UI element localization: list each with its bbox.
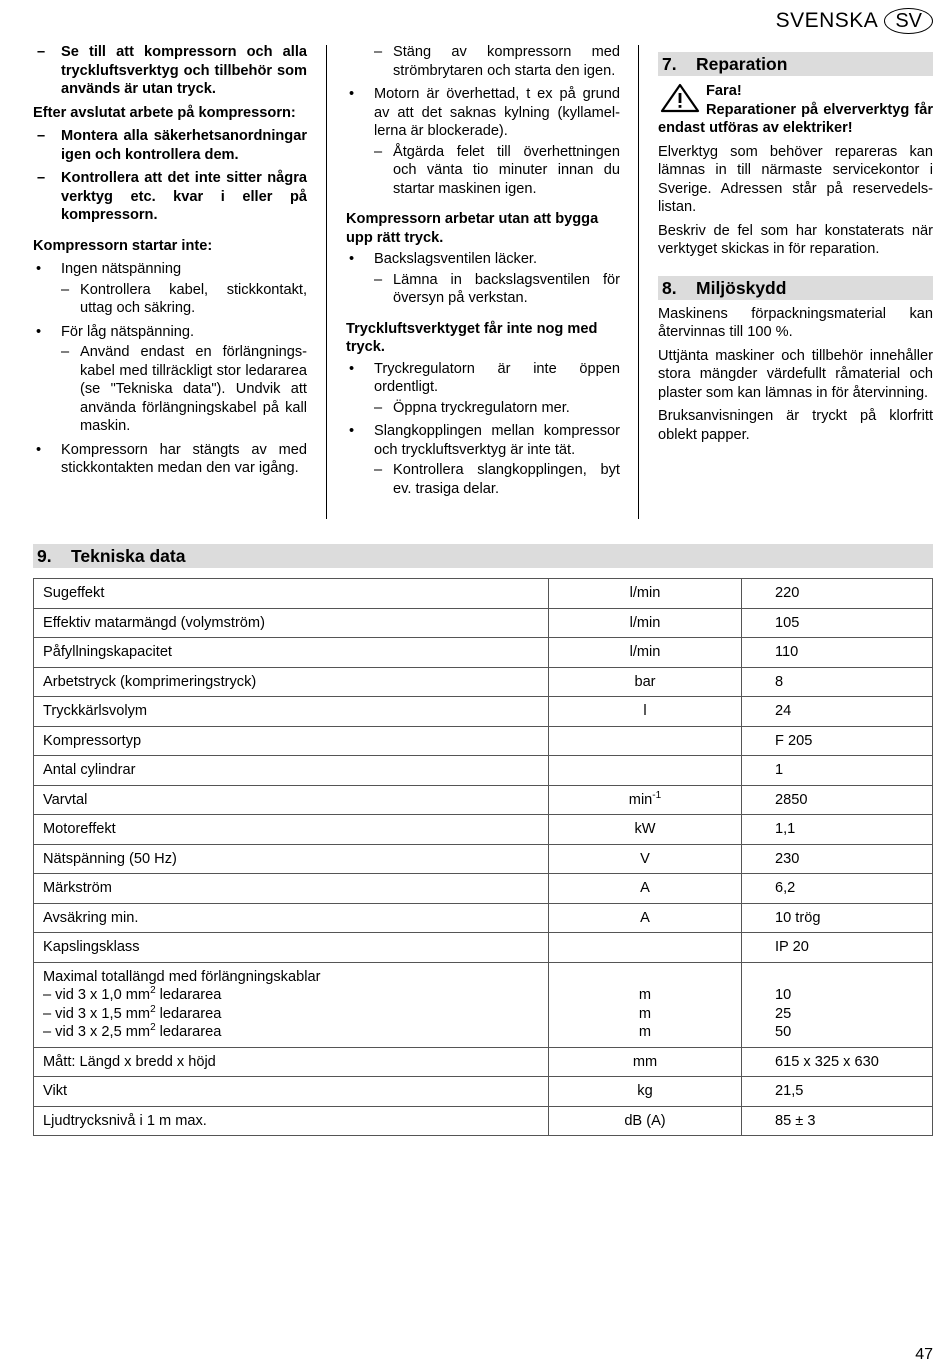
bullet-item: • Ingen nätspänning: [33, 260, 307, 279]
sub-item: – Stäng av kompressorn med strömbrytaren och starta den igen.: [346, 43, 620, 80]
subheading: Kompressorn startar inte:: [33, 237, 213, 254]
section-title: Miljöskydd: [696, 277, 787, 298]
paragraph: Bruksanvisningen är tryckt på klorfritt oblekt papper.: [658, 408, 933, 443]
cable-suffix: ledararea: [155, 1005, 222, 1022]
section-heading-repair: [658, 52, 933, 76]
unit-exponent: -1: [652, 789, 662, 801]
spec-name: Tryckkärlsvolym: [34, 697, 549, 727]
section-title: Reparation: [696, 54, 788, 74]
spec-unit: [549, 962, 742, 1047]
spec-value: F 205: [742, 726, 933, 756]
cable-value: 10: [775, 987, 792, 1003]
column-2: [346, 43, 620, 498]
cable-unit: m: [638, 1005, 652, 1022]
bullet-item: • Slangkopplingen mellan kompressor och tryckluftsverktyg är inte tät.: [346, 422, 620, 459]
table-row: [34, 874, 933, 904]
spec-name: Antal cylindrar: [34, 756, 549, 786]
language-code-badge: SV: [884, 8, 933, 34]
table-row: [34, 933, 933, 963]
table-row: [34, 785, 933, 815]
page-number: 47: [915, 1346, 933, 1363]
spec-unit: [549, 933, 742, 963]
spec-unit: l/min: [549, 638, 742, 668]
spec-value: 220: [742, 579, 933, 609]
spec-value: 8: [742, 667, 933, 697]
table-row: [34, 667, 933, 697]
spec-unit: [549, 785, 742, 815]
spec-name: Effektiv matarmängd (volymström): [34, 608, 549, 638]
exponent: 2: [150, 1022, 156, 1033]
table-row: [34, 608, 933, 638]
paragraph: Beskriv de fel som har konstaterats när verktyget skickas in för reparation.: [658, 222, 933, 257]
spec-name: Ljudtrycksnivå i 1 m max.: [34, 1106, 549, 1136]
column-divider: [638, 45, 639, 519]
spec-unit: l/min: [549, 608, 742, 638]
spec-name: Arbetstryck (komprimeringstryck): [34, 667, 549, 697]
exponent: 2: [150, 1003, 156, 1015]
spec-unit: A: [549, 903, 742, 933]
table-row: [34, 726, 933, 756]
spec-name: Mått: Längd x bredd x höjd: [34, 1047, 549, 1077]
spec-unit: [549, 726, 742, 756]
section-heading-technical-data: [33, 544, 933, 568]
sub-item: – Öppna tryckregulatorn mer.: [346, 399, 620, 418]
bullet-item: • Backslagsventilen läcker.: [346, 250, 620, 269]
spec-name: Märkström: [34, 874, 549, 904]
spec-value: 6,2: [742, 874, 933, 904]
subheading: Kompressorn arbetar utan att bygga upp rätt tryck.: [346, 211, 599, 246]
spec-value: 110: [742, 638, 933, 668]
bullet-item: • Kompressorn har stängts av med stickkontakten medan den var igång.: [33, 441, 307, 478]
table-row: [34, 962, 933, 1047]
spec-name: Kompressortyp: [34, 726, 549, 756]
table-row: [34, 844, 933, 874]
list-item: – Se till att kompressorn och alla tryckluftsverktyg och tillbehör som används är utan tryck.: [33, 43, 307, 99]
spec-name: Sugeffekt: [34, 579, 549, 609]
sub-item: – Använd endast en förlängningskabel med tillräckligt stor ledararea (se "Tekniska data"). Undvik att använda förlängningskabel på kall maskin.: [33, 343, 307, 436]
warning-triangle-icon: [660, 83, 700, 113]
cable-title: Maximal totallängd med förlängningskablar: [43, 968, 321, 985]
spec-unit: l/min: [549, 579, 742, 609]
spec-name: Kapslingsklass: [34, 933, 549, 963]
section-number: 9.: [37, 546, 52, 566]
paragraph: Uttjänta maskiner och tillbehör innehåller stora mängder värdefullt råmaterial och plaster som kan lämnas in för återvinning.: [658, 347, 933, 401]
exponent: 2: [150, 985, 156, 996]
danger-title: Fara!: [706, 83, 742, 99]
bullet-item: • Motorn är överhettad, t ex på grund av att det saknas kylning (kyllamellerna är blockerade).: [346, 85, 620, 141]
spec-name: Varvtal: [34, 785, 549, 815]
danger-notice: [658, 82, 933, 101]
cable-unit: m: [638, 987, 652, 1003]
spec-value: 24: [742, 697, 933, 727]
spec-value: 230: [742, 844, 933, 874]
spec-name: Vikt: [34, 1077, 549, 1107]
cable-line: – vid 3 x 1,0 mm: [43, 987, 151, 1003]
cable-unit: m: [638, 1024, 652, 1040]
section-heading-environment: [658, 276, 933, 300]
technical-data-section: [33, 544, 933, 1136]
spec-name: Motoreffekt: [34, 815, 549, 845]
cable-line: – vid 3 x 1,5 mm: [43, 1005, 151, 1022]
spec-value: [742, 962, 933, 1047]
column-1: [33, 43, 307, 478]
language-name: SVENSKA: [775, 9, 879, 32]
spec-unit: [549, 756, 742, 786]
spec-unit: V: [549, 844, 742, 874]
cable-line: – vid 3 x 2,5 mm: [43, 1024, 151, 1040]
section-number: 7.: [662, 54, 677, 74]
table-row: [34, 697, 933, 727]
table-row: [34, 638, 933, 668]
cable-suffix: ledararea: [155, 987, 222, 1003]
spec-unit: A: [549, 874, 742, 904]
sub-item: – Åtgärda felet till överhettningen och vänta tio minuter innan du startar maskinen igen.: [346, 143, 620, 199]
column-3: [658, 43, 933, 444]
list-item: – Kontrollera att det inte sitter några verktyg etc. kvar i eller på kompressorn.: [33, 169, 307, 225]
spec-name: Avsäkring min.: [34, 903, 549, 933]
spec-unit: l: [549, 697, 742, 727]
spec-unit: dB (A): [549, 1106, 742, 1136]
spec-value: 2850: [742, 785, 933, 815]
table-row: [34, 756, 933, 786]
spec-unit: bar: [549, 667, 742, 697]
spec-name: Påfyllningskapacitet: [34, 638, 549, 668]
unit-base: min: [628, 791, 653, 808]
spec-value: 21,5: [742, 1077, 933, 1107]
sub-item: – Lämna in backslagsventilen för översyn på verkstan.: [346, 271, 620, 308]
spec-name: [34, 962, 549, 1047]
spec-unit: kg: [549, 1077, 742, 1107]
table-row: [34, 1106, 933, 1136]
table-row: [34, 903, 933, 933]
danger-text: Reparationer på elververktyg får endast utföras av elektriker!: [658, 101, 933, 136]
list-item: – Montera alla säkerhetsanordningar igen och kontrollera dem.: [33, 127, 307, 164]
technical-data-table: [33, 578, 933, 1136]
cable-value: 50: [775, 1024, 792, 1040]
cable-value: 25: [775, 1005, 792, 1022]
subheading: Tryckluftsverktyget får inte nog med tryck.: [346, 320, 598, 355]
paragraph: Maskinens förpackningsmaterial kan återvinnas till 100 %.: [658, 305, 933, 340]
sub-item: – Kontrollera kabel, stickkontakt, uttag och säkring.: [33, 281, 307, 318]
paragraph: Elverktyg som behöver repareras kan lämnas in till närmaste servicekontor i Sverige. Adressen står på reservedelslistan.: [658, 143, 933, 215]
spec-name: Nätspänning (50 Hz): [34, 844, 549, 874]
language-header: [776, 8, 933, 34]
spec-value: 105: [742, 608, 933, 638]
table-row: [34, 579, 933, 609]
spec-value: IP 20: [742, 933, 933, 963]
spec-value: 615 x 325 x 630: [742, 1047, 933, 1077]
spec-value: 10 trög: [742, 903, 933, 933]
bullet-item: • För låg nätspänning.: [33, 323, 307, 342]
spec-value: 1: [742, 756, 933, 786]
subheading: Efter avslutat arbete på kompressorn:: [33, 104, 296, 121]
spec-value: 1,1: [742, 815, 933, 845]
spec-unit: kW: [549, 815, 742, 845]
sub-item: – Kontrollera slangkopplingen, byt ev. trasiga delar.: [346, 461, 620, 498]
section-title: Tekniska data: [71, 546, 186, 566]
bullet-item: • Tryckregulatorn är inte öppen ordentligt.: [346, 360, 620, 397]
table-row: [34, 1077, 933, 1107]
table-row: [34, 1047, 933, 1077]
spec-value: 85 ± 3: [742, 1106, 933, 1136]
table-row: [34, 815, 933, 845]
cable-suffix: ledararea: [155, 1024, 222, 1040]
section-number: 8.: [662, 277, 677, 298]
spec-unit: mm: [549, 1047, 742, 1077]
column-divider: [326, 45, 327, 519]
